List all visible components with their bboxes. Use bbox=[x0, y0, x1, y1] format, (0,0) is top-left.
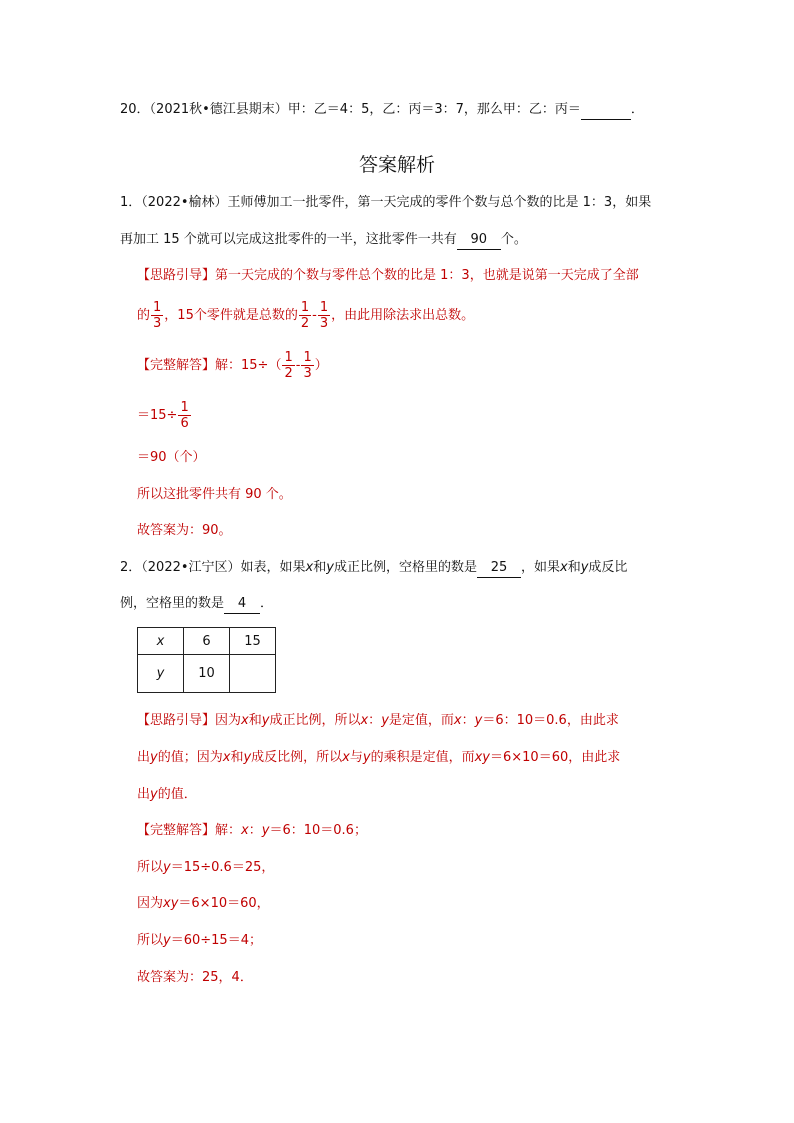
q2-sol-text: 所以 bbox=[137, 933, 164, 948]
q2-hint-text: 与 bbox=[349, 750, 363, 765]
q2-sol-text: ＝6：10＝0.6； bbox=[269, 823, 367, 838]
q2-sol-text: ＝6×10＝60， bbox=[178, 896, 270, 911]
q20-suffix: ． bbox=[630, 102, 644, 117]
fraction-one-third bbox=[151, 300, 163, 331]
frac-den: 2 bbox=[284, 366, 293, 381]
q2-line1 bbox=[120, 559, 627, 578]
var-y: y bbox=[381, 713, 389, 728]
q1-hint-label: 【思路引导】 bbox=[137, 268, 216, 283]
q2-hint-line3 bbox=[137, 786, 197, 804]
table-cell: 6 bbox=[184, 628, 230, 655]
q2-hint-line2 bbox=[137, 749, 620, 767]
table-row bbox=[138, 628, 276, 655]
q1-step2 bbox=[137, 400, 192, 432]
q1-line2-suffix: 个。 bbox=[500, 232, 527, 247]
q1-line2-text: 再加工 15 个就可以完成这批零件的一半，这批零件一共有 bbox=[120, 232, 457, 247]
q2-hint-line1 bbox=[137, 712, 619, 730]
q1-final-answer: 故答案为：90。 bbox=[137, 523, 232, 538]
q1-hint-l2-pre: 的 bbox=[137, 308, 151, 323]
q1-hint-line2 bbox=[137, 300, 474, 332]
xy-table bbox=[137, 627, 276, 693]
var-y: y bbox=[326, 560, 334, 575]
q20-answer-blank bbox=[581, 101, 631, 120]
q1-hint-line1 bbox=[137, 267, 639, 285]
q2-and: 和 bbox=[567, 560, 581, 575]
q2-answer2-blank: 4 bbox=[224, 595, 260, 614]
var-y: y bbox=[163, 860, 171, 875]
q1-hint-l2-post: ，由此用除法求出总数。 bbox=[331, 308, 475, 323]
q2-hint-text: ： bbox=[368, 713, 382, 728]
q1-step2-text: ＝15÷ bbox=[137, 408, 178, 423]
var-x: x bbox=[453, 713, 462, 728]
var-y: y bbox=[261, 713, 270, 728]
var-xy: xy bbox=[163, 896, 179, 911]
q2-solution-line1 bbox=[137, 822, 367, 840]
q20-text: 20．（2021秋•德江县期末）甲：乙＝4：5，乙：丙＝3：7，那么甲：乙：丙＝ bbox=[120, 102, 581, 117]
var-y: y bbox=[362, 750, 371, 765]
frac-den: 6 bbox=[180, 416, 189, 431]
q2-sol-text: ＝15÷0.6＝25， bbox=[170, 860, 275, 875]
var-y: y bbox=[150, 787, 158, 802]
minus-sign: - bbox=[312, 308, 317, 323]
frac-num: 1 bbox=[180, 400, 189, 415]
q2-hint-text: 出 bbox=[137, 750, 151, 765]
fraction-one-third bbox=[301, 350, 313, 381]
var-x: x bbox=[559, 560, 568, 575]
table-cell: x bbox=[138, 628, 184, 655]
q1-answer-blank: 90 bbox=[457, 231, 501, 250]
var-x: x bbox=[241, 713, 249, 728]
var-xy: xy bbox=[474, 750, 490, 765]
q2-l1-mid: 成正比例，空格里的数是 bbox=[333, 560, 477, 575]
q2-line2 bbox=[120, 595, 273, 614]
table-cell: 10 bbox=[184, 655, 230, 693]
q2-hint-label: 【思路引导】 bbox=[137, 713, 216, 728]
q2-sol-label: 【完整解答】 bbox=[137, 823, 216, 838]
q2-solution-line4 bbox=[137, 932, 262, 950]
q2-hint-text: ＝6×10＝60，由此求 bbox=[490, 750, 621, 765]
q2-hint-text: 因为 bbox=[215, 713, 242, 728]
var-x: x bbox=[305, 560, 314, 575]
q2-l2-suffix: ． bbox=[260, 596, 274, 611]
q1-step3: ＝90（个） bbox=[137, 450, 206, 465]
q2-sol-text: 解： bbox=[215, 823, 242, 838]
var-x: x bbox=[222, 750, 231, 765]
q1-line2 bbox=[120, 231, 527, 250]
q2-solution-line2 bbox=[137, 859, 274, 877]
q2-hint-text: ： bbox=[461, 713, 475, 728]
q1-solution-line1 bbox=[137, 350, 328, 382]
var-x: x bbox=[360, 713, 369, 728]
q1-sol-label: 【完整解答】 bbox=[137, 358, 216, 373]
var-x: x bbox=[241, 823, 249, 838]
q2-hint-text: 出 bbox=[137, 787, 151, 802]
q2-and: 和 bbox=[230, 750, 244, 765]
var-y: y bbox=[474, 713, 483, 728]
q2-hint-text: 成正比例，所以 bbox=[269, 713, 361, 728]
table-cell: 15 bbox=[230, 628, 276, 655]
var-x: x bbox=[342, 750, 350, 765]
fraction-one-sixth bbox=[178, 400, 190, 431]
q2-sol-text: 所以 bbox=[137, 860, 164, 875]
frac-num: 1 bbox=[300, 300, 310, 315]
q2-and: 和 bbox=[313, 560, 327, 575]
q2-l1-end: 成反比 bbox=[588, 560, 628, 575]
frac-den: 3 bbox=[303, 366, 312, 381]
table-row bbox=[138, 655, 276, 693]
q2-hint-text: 的值． bbox=[157, 787, 197, 802]
minus-sign: - bbox=[295, 358, 301, 373]
q2-hint-text: ＝6：10＝0.6，由此求 bbox=[482, 713, 619, 728]
q2-final-answer: 故答案为：25，4． bbox=[137, 970, 253, 985]
frac-den: 3 bbox=[153, 316, 162, 331]
section-title: 答案解析 bbox=[358, 154, 435, 176]
q2-hint-text: 的值；因为 bbox=[157, 750, 223, 765]
q2-l1-pre: 2．（2022•江宁区）如表，如果 bbox=[120, 560, 306, 575]
q2-sol-text: ： bbox=[248, 823, 262, 838]
fraction-one-half bbox=[299, 300, 311, 331]
q1-sol-l1-post: ） bbox=[314, 358, 328, 373]
fraction-one-half bbox=[282, 350, 294, 381]
q2-hint-text: 成反比例，所以 bbox=[251, 750, 343, 765]
question-20 bbox=[120, 101, 644, 120]
frac-num: 1 bbox=[284, 350, 293, 365]
var-y: y bbox=[163, 933, 171, 948]
var-y: y bbox=[150, 750, 158, 765]
q2-answer1-blank: 25 bbox=[477, 559, 521, 578]
q2-and: 和 bbox=[248, 713, 262, 728]
q2-l1-mid2: ，如果 bbox=[520, 560, 560, 575]
q1-line1: 1．（2022•榆林）王师傅加工一批零件，第一天完成的零件个数与总个数的比是 1：3，如果 bbox=[120, 195, 652, 210]
var-y: y bbox=[243, 750, 252, 765]
q1-hint-l2-mid: ，15个零件就是总数的 bbox=[164, 308, 298, 323]
q2-l2-pre: 例，空格里的数是 bbox=[120, 596, 225, 611]
table-cell-empty bbox=[230, 655, 276, 693]
q2-sol-text: 因为 bbox=[137, 896, 164, 911]
fraction-one-third bbox=[318, 300, 330, 331]
frac-num: 1 bbox=[303, 350, 312, 365]
q2-hint-text: 是定值，而 bbox=[388, 713, 454, 728]
frac-den: 3 bbox=[319, 316, 329, 331]
var-y: y bbox=[261, 823, 270, 838]
q1-conclusion: 所以这批零件共有 90 个。 bbox=[137, 487, 292, 502]
table-cell: y bbox=[138, 655, 184, 693]
q2-hint-text: 的乘积是定值，而 bbox=[370, 750, 475, 765]
q2-sol-text: ＝60÷15＝4； bbox=[170, 933, 262, 948]
q2-solution-line3 bbox=[137, 895, 270, 913]
var-y: y bbox=[580, 560, 589, 575]
frac-num: 1 bbox=[153, 300, 162, 315]
frac-num: 1 bbox=[319, 300, 329, 315]
q1-hint-text: 第一天完成的个数与零件总个数的比是 1：3，也就是说第一天完成了全部 bbox=[215, 268, 639, 283]
q1-sol-l1-pre: 解：15÷（ bbox=[215, 358, 282, 373]
frac-den: 2 bbox=[300, 316, 310, 331]
